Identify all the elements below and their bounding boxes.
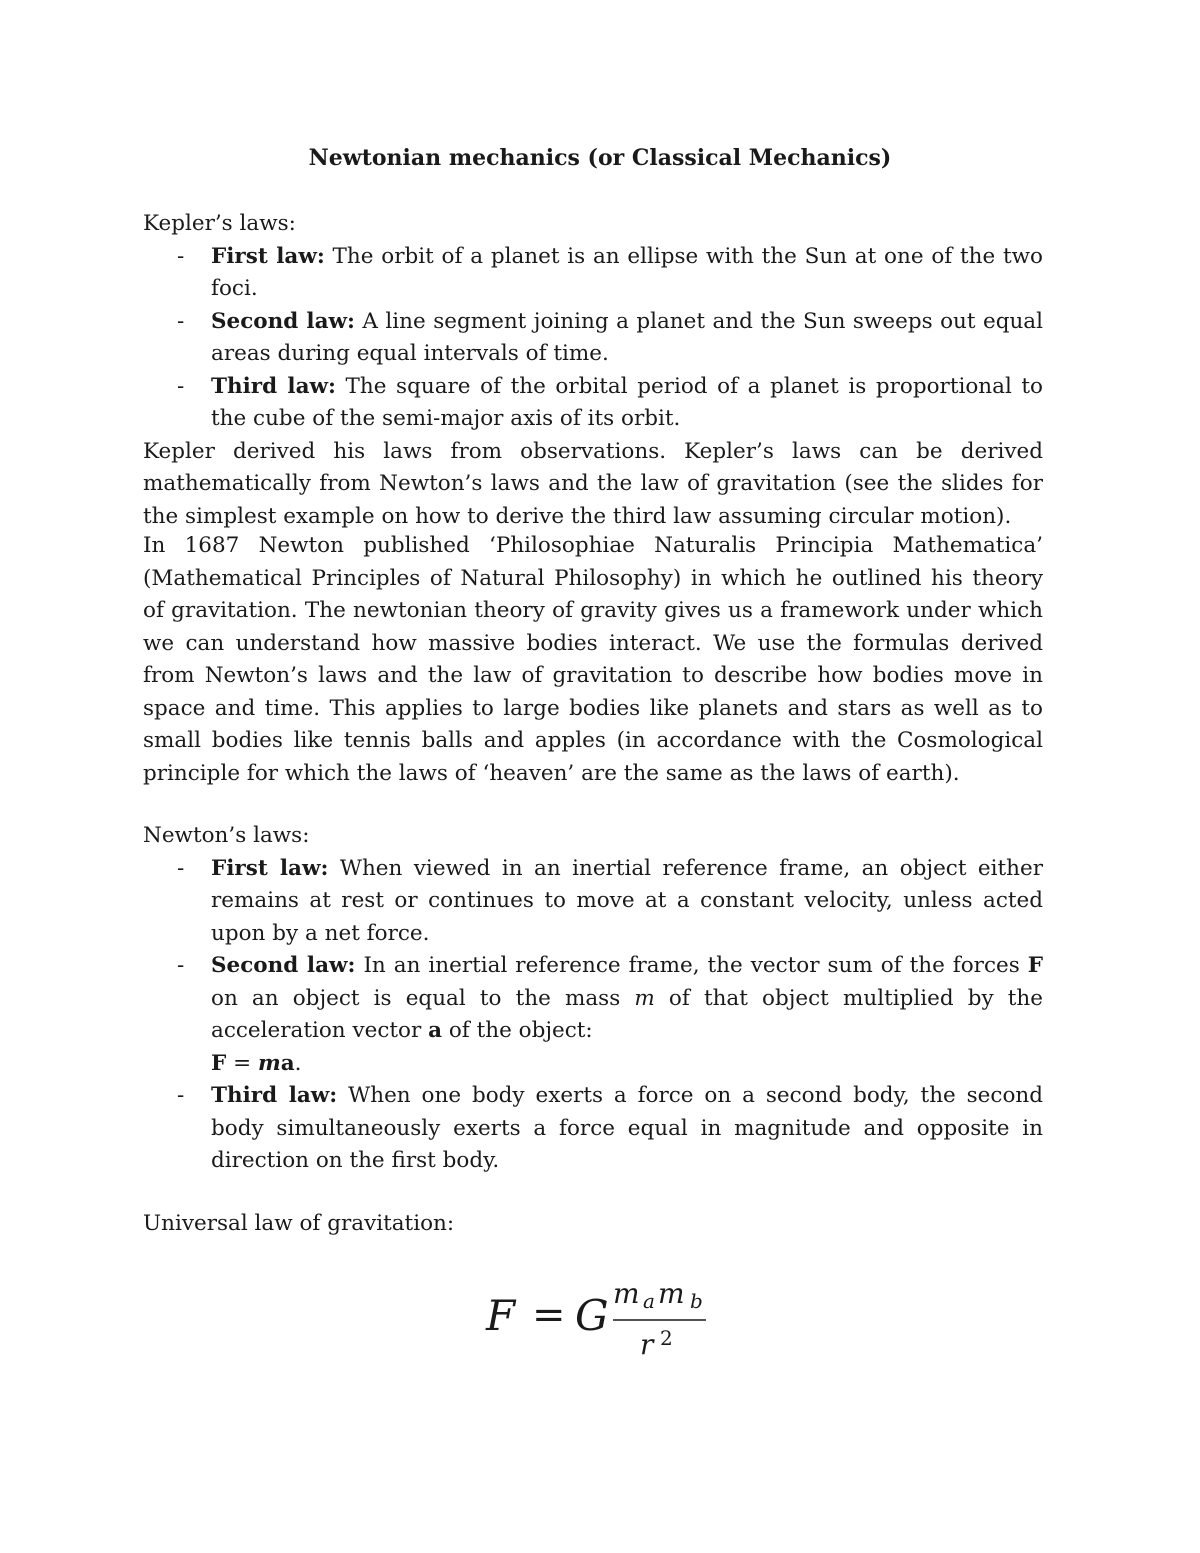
law-label: Second law: bbox=[211, 308, 355, 334]
formula-g: G bbox=[575, 1291, 609, 1340]
gravitation-heading: Universal law of gravitation: bbox=[143, 1211, 455, 1236]
law-text: The orbit of a planet is an ellipse with the Sun at one of the two foci. bbox=[211, 243, 1043, 301]
kepler-section bbox=[143, 208, 1043, 533]
newton-section bbox=[143, 820, 1043, 1178]
list-bullet: - bbox=[177, 855, 185, 881]
kepler-third-law bbox=[143, 371, 1043, 436]
law-text: When viewed in an inertial reference frame, an object either remains at rest or continues to move at a constant velocity, unless acted upon by a net force. bbox=[211, 855, 1043, 946]
eq-mass: m bbox=[257, 1050, 281, 1076]
list-bullet: - bbox=[177, 308, 185, 334]
page-title: Newtonian mechanics (or Classical Mechanics) bbox=[308, 145, 892, 171]
kepler-heading: Kepler’s laws: bbox=[143, 211, 296, 236]
newton-second-law bbox=[143, 950, 1043, 1080]
newton-first-law bbox=[143, 853, 1043, 951]
eq-acceleration: a bbox=[280, 1050, 295, 1076]
formula-equals: = bbox=[532, 1292, 566, 1338]
gravitation-formula-svg bbox=[480, 1278, 720, 1368]
formula-r: r bbox=[640, 1328, 654, 1361]
kepler-note-paragraph: Kepler derived his laws from observations. Kepler’s laws can be derived mathematically from Newton’s laws and the law of gravitation (see the slides for the simplest example on how to derive the third law assuming circular motion). bbox=[143, 438, 1043, 529]
law-label: First law: bbox=[211, 855, 329, 881]
list-bullet: - bbox=[177, 953, 185, 978]
newton-third-law bbox=[143, 1080, 1043, 1178]
eq-period: . bbox=[294, 1050, 302, 1076]
eq-equals: = bbox=[226, 1050, 258, 1076]
law-label: First law: bbox=[211, 243, 325, 269]
formula-sub-b: b bbox=[690, 1289, 703, 1313]
formula-m1: m bbox=[613, 1278, 640, 1310]
formula-exponent: 2 bbox=[660, 1326, 673, 1350]
law-label: Third law: bbox=[211, 373, 336, 399]
eq-force: F bbox=[211, 1050, 227, 1076]
second-law-equation bbox=[211, 1048, 1043, 1081]
kepler-laws-list bbox=[143, 241, 1043, 436]
law-text: The square of the orbital period of a planet is proportional to the cube of the semi-major axis of its orbit. bbox=[211, 373, 1044, 431]
kepler-first-law bbox=[143, 241, 1043, 306]
gravitation-formula bbox=[0, 1278, 1200, 1368]
formula-sub-a: a bbox=[643, 1289, 655, 1313]
list-bullet: - bbox=[177, 1083, 185, 1108]
kepler-second-law bbox=[143, 306, 1043, 371]
law-text: of that object multiplied by the acceleration vector bbox=[211, 985, 1043, 1043]
principia-paragraph: In 1687 Newton published ‘Philosophiae Naturalis Principia Mathematica’ (Mathematical Principles of Natural Philosophy) in which he outlined his theory of gravitation. The newtonian theory of gravity gives us a framework under which we can understand how massive bodies interact. We use the formulas derived from Newton’s laws and the law of gravitation to describe how bodies move in space and time. This applies to large bodies like planets and stars as well as to small bodies like tennis balls and apples (in accordance with the Cosmological principle for which the laws of ‘heaven’ are the same as the laws of earth). bbox=[143, 533, 1043, 786]
list-bullet: - bbox=[177, 243, 185, 269]
force-symbol: F bbox=[1027, 953, 1043, 978]
law-text: of the object: bbox=[442, 1018, 593, 1043]
law-text: In an inertial reference frame, the vector sum of the forces bbox=[355, 953, 1028, 978]
list-bullet: - bbox=[177, 373, 185, 399]
law-text: When one body exerts a force on a second body, the second body simultaneously exerts a force equal in magnitude and opposite in direction on the first body. bbox=[211, 1083, 1044, 1173]
acceleration-symbol: a bbox=[428, 1018, 443, 1043]
law-text: A line segment joining a planet and the Sun sweeps out equal areas during equal intervals of time. bbox=[211, 308, 1043, 366]
mass-symbol: m bbox=[634, 985, 655, 1011]
formula-m2: m bbox=[658, 1278, 685, 1310]
law-label: Third law: bbox=[211, 1083, 338, 1108]
law-text: on an object is equal to the mass bbox=[211, 985, 635, 1011]
newton-heading: Newton’s laws: bbox=[143, 823, 310, 848]
newton-laws-list bbox=[143, 853, 1043, 1178]
formula-lhs: F bbox=[486, 1291, 516, 1340]
law-label: Second law: bbox=[211, 953, 356, 978]
